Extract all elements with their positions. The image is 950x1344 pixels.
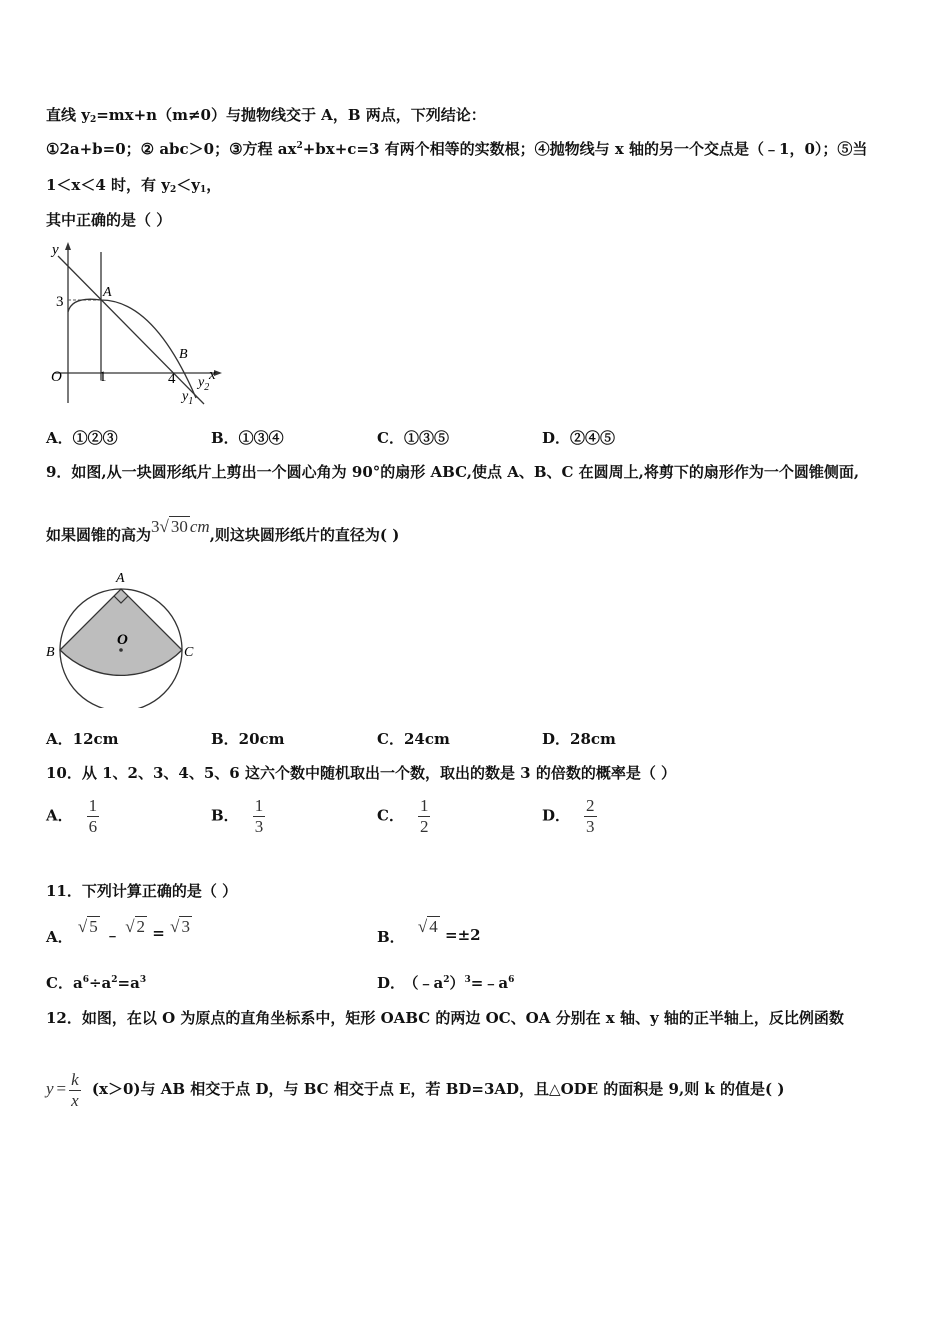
label-b: B xyxy=(46,645,55,660)
label-c: C xyxy=(184,645,194,660)
q9-option-b[interactable]: B．20cm xyxy=(211,730,285,748)
q9-option-d[interactable]: D．28cm xyxy=(542,730,616,748)
q8-statement-line1: 直线 $y_2=mx+n(m\ne 0)$与抛物线交于 A，B 两点，下列结论： xyxy=(46,106,486,125)
q12-statement-line2: y = $\frac{k}{x}$ (x＞0)与 AB 相交于点 D，与 BC 相交于点 E，若 BD=3AD，且△ODE 的面积是 9,则 k 的值是( ) xyxy=(46,1070,785,1110)
q12-statement-line1: 12．如图，在以 O 为原点的直角坐标系中，矩形 OABC 的两边 OC、OA 分别在 x 轴、y 轴的正半轴上，反比例函数 xyxy=(46,1009,844,1027)
center-dot xyxy=(119,648,123,652)
label-x-axis: x xyxy=(209,367,216,383)
line-y2 xyxy=(58,256,204,404)
q8-option-d[interactable]: D．②④⑤ xyxy=(542,429,616,447)
q10-option-d[interactable]: D． $\frac{2}{3}$ xyxy=(542,796,595,836)
inverse-function: y = $\frac{k}{x}$ xyxy=(46,1070,79,1110)
q8-option-c[interactable]: C．①③⑤ xyxy=(377,429,449,447)
q10-option-b[interactable]: B． $\frac{1}{3}$ xyxy=(211,796,264,836)
label-o: O xyxy=(117,632,128,648)
q8-option-a[interactable]: A．①②③ xyxy=(46,429,118,447)
q8-statement-line2: ①2a+b=0；② abc＞0；③方程 $ax^2+bx+c=3$ 有两个相等的实数根；④抛物线与 x 轴的另一个交点是（﹣1，0）；⑤当 xyxy=(46,140,868,158)
q11-option-c[interactable]: C．$a^6\div a^2=a^3$ xyxy=(46,974,147,992)
label-four: 4 xyxy=(168,371,176,387)
q8-option-b[interactable]: B．①③④ xyxy=(211,429,284,447)
q9-statement-line2: 如果圆锥的高为3√ 30 cm,则这块圆形纸片的直径为( ) xyxy=(46,517,400,544)
q8-statement-line3: 1＜x＜4 时，有 $y_2<y_1$， xyxy=(46,176,222,195)
q10-statement: 10．从 1、2、3、4、5、6 这六个数中随机取出一个数，取出的数是 3 的倍数的概率是（ ） xyxy=(46,764,677,782)
label-y1: $y_1$ xyxy=(182,389,194,407)
q8-graph xyxy=(44,238,229,410)
q11-option-d[interactable]: D． $(﹣a^2)^3=﹣a^6$ xyxy=(377,974,515,992)
y-axis-arrow xyxy=(65,242,71,250)
q11-option-a[interactable]: A． √ 5 ﹣ √ 2 = √ 3 xyxy=(46,917,190,946)
label-one: 1 xyxy=(99,369,107,385)
label-y-axis: y xyxy=(52,242,59,258)
label-y2: $y_2$ xyxy=(198,375,210,393)
cone-height-expression: 3√ 30 cm xyxy=(151,517,210,536)
q10-option-a[interactable]: A． $\frac{1}{6}$ xyxy=(46,796,98,836)
parabola-y1 xyxy=(68,299,196,398)
q11-option-b[interactable]: B． √ 4 =±2 xyxy=(377,917,481,946)
label-three: 3 xyxy=(56,294,64,310)
q9-figure xyxy=(44,568,204,708)
q9-option-c[interactable]: C．24cm xyxy=(377,730,450,748)
q9-statement-line1: 9．如图,从一块圆形纸片上剪出一个圆心角为 90°的扇形 ABC,使点 A、B、C 在圆周上,将剪下的扇形作为一个圆锥侧面, xyxy=(46,463,860,481)
label-a: A xyxy=(116,571,125,586)
q9-option-a[interactable]: A．12cm xyxy=(46,730,119,748)
label-point-b: B xyxy=(179,347,188,362)
q10-option-c[interactable]: C． $\frac{1}{2}$ xyxy=(377,796,429,836)
q11-statement: 11．下列计算正确的是（ ） xyxy=(46,882,238,900)
label-point-a: A xyxy=(103,285,112,300)
label-origin: O xyxy=(51,369,62,385)
q8-prompt: 其中正确的是（ ） xyxy=(46,211,172,229)
